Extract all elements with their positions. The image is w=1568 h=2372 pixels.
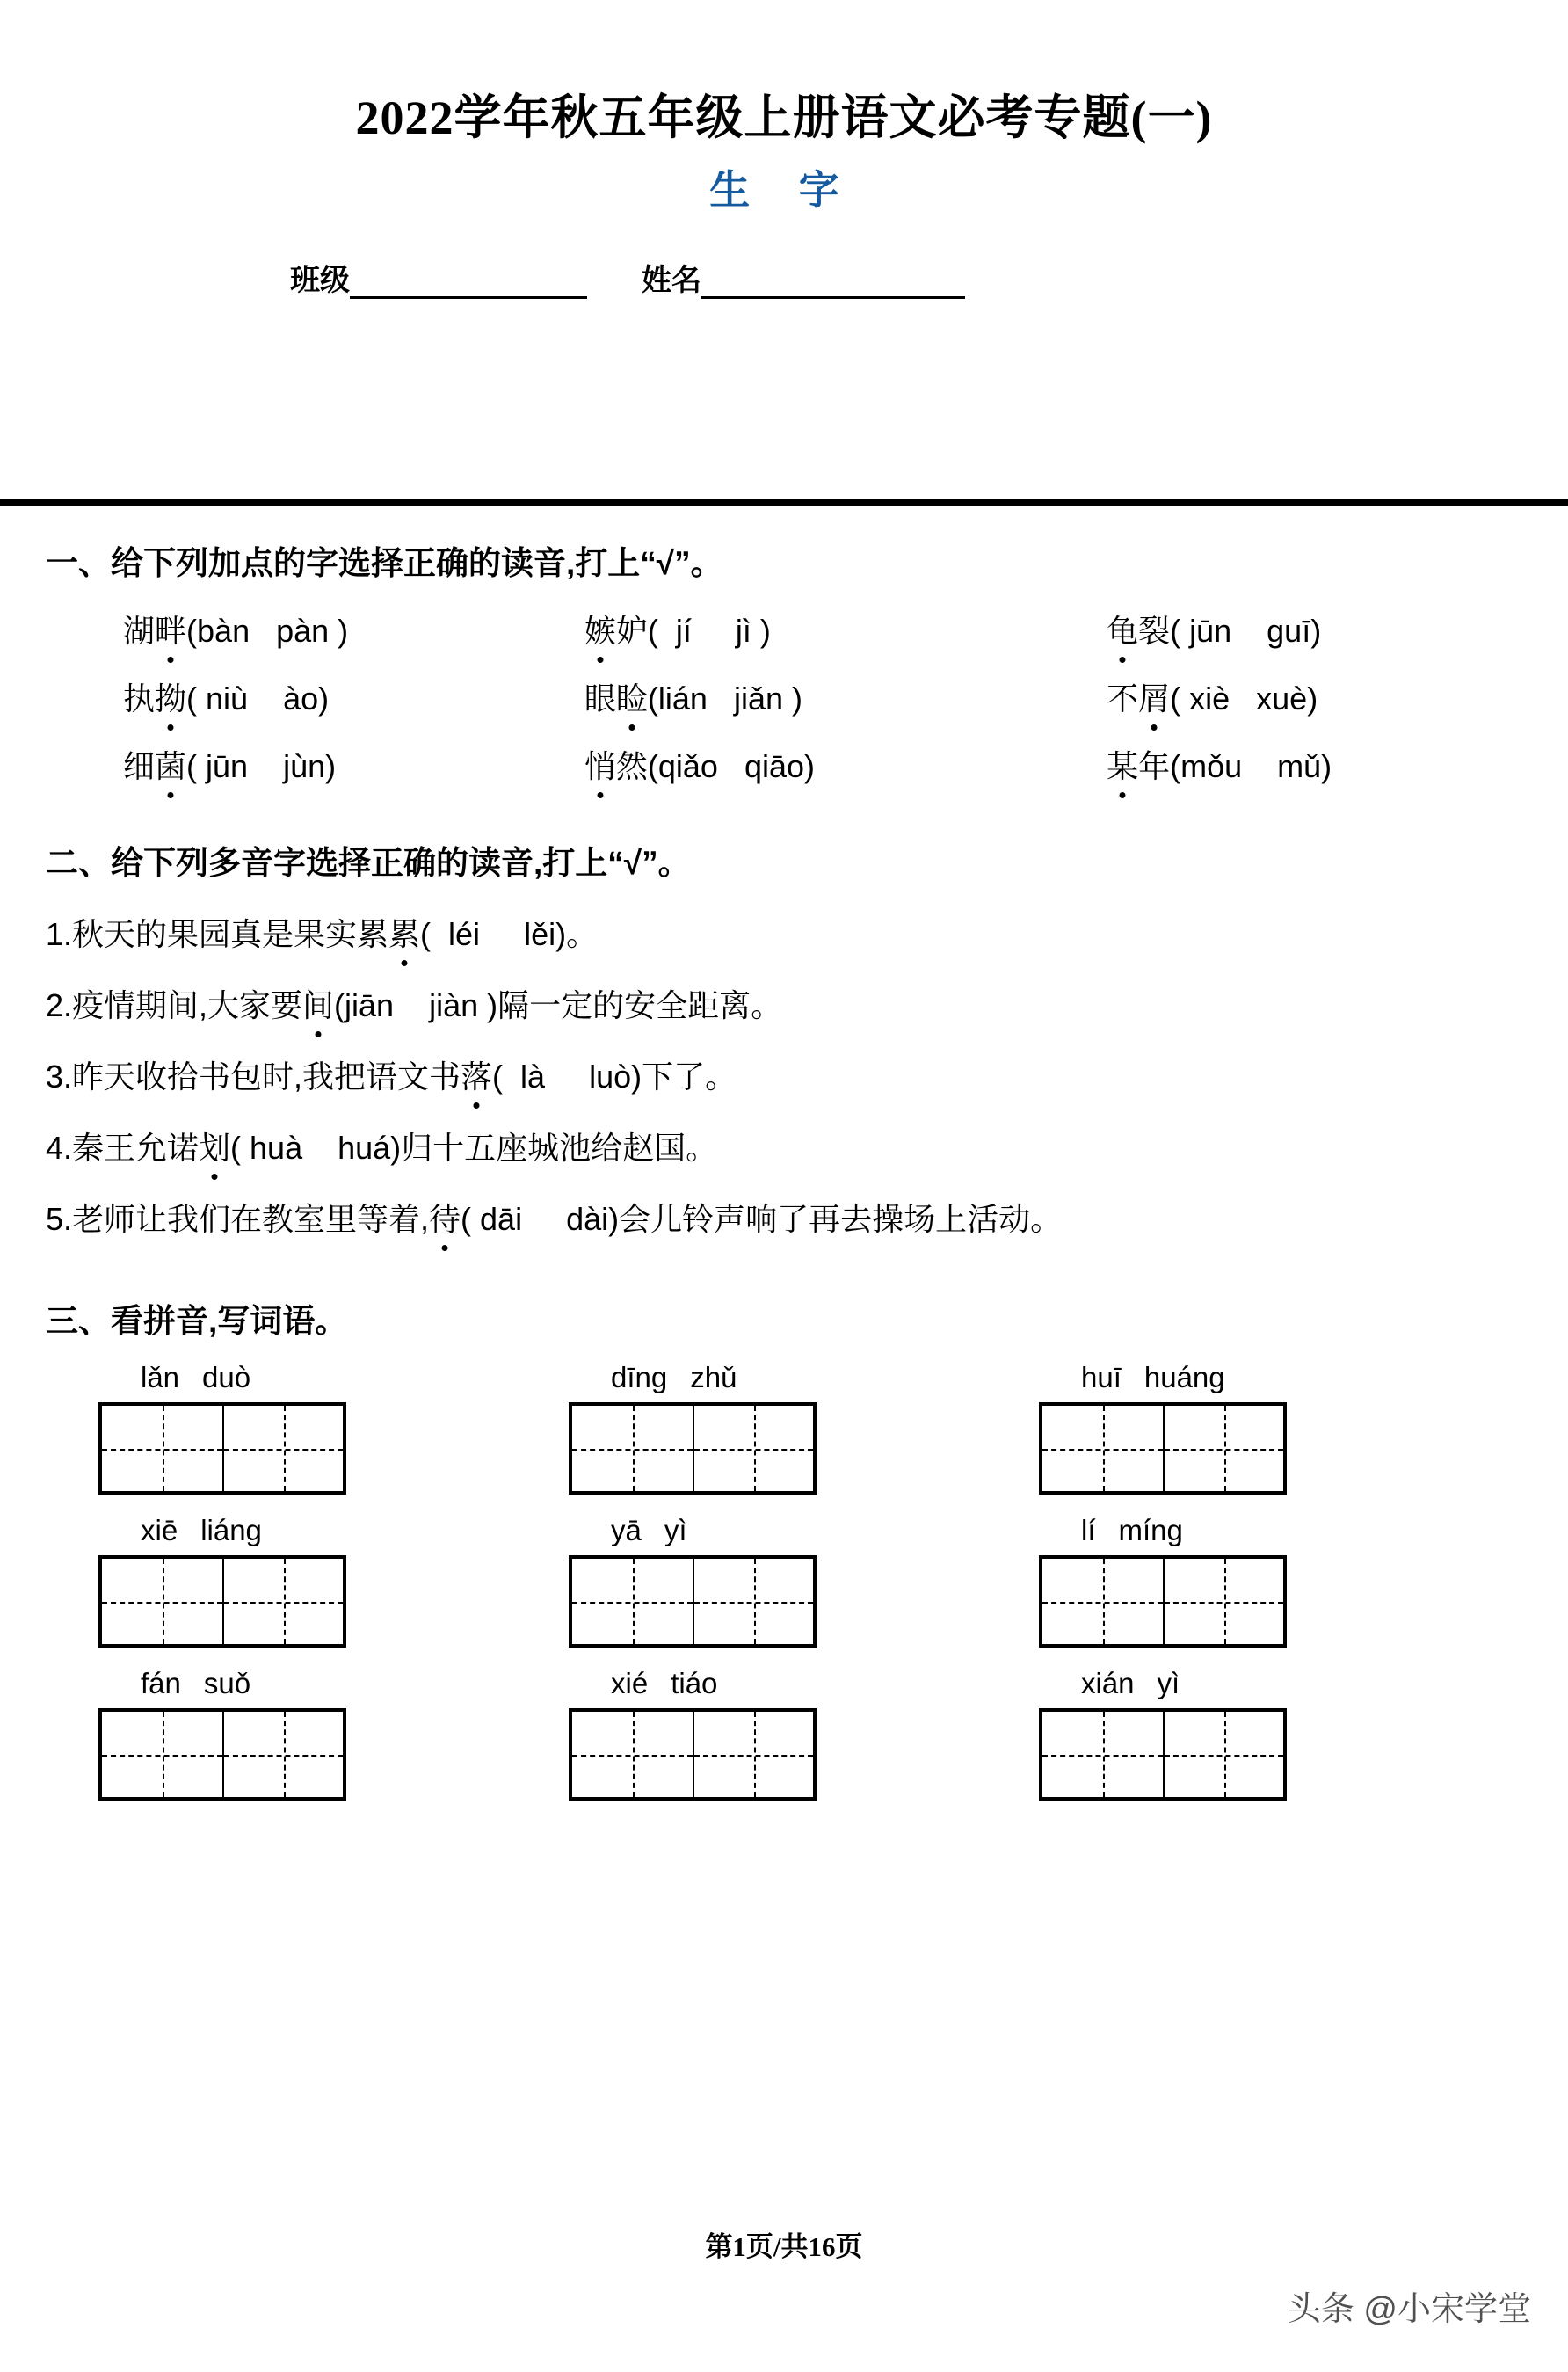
pinyin-choice-item[interactable]: 湖畔(bàn pàn )	[123, 607, 584, 651]
pinyin-label	[1039, 1361, 1509, 1394]
tianzige-cell[interactable]	[1163, 1712, 1283, 1797]
worksheet-content	[0, 536, 1568, 1801]
pinyin-writing-grids	[0, 1361, 1568, 1801]
pinyin-choice-item[interactable]: 执拗( niù ào)	[123, 674, 584, 719]
pinyin-syllable: lǎn	[141, 1361, 180, 1393]
tianzige-box[interactable]	[1039, 1402, 1287, 1495]
pinyin-label	[98, 1514, 569, 1547]
tianzige-box[interactable]	[98, 1402, 346, 1495]
write-word-item	[569, 1361, 1039, 1495]
section-1-heading: 一、给下列加点的字选择正确的读音,打上“√”。	[46, 545, 723, 581]
pinyin-label	[569, 1667, 1039, 1700]
section-2-question[interactable]: 3.昨天收拾书包时,我把语文书落( là luò)下了。	[0, 1052, 1568, 1097]
section-3-heading: 三、看拼音,写词语。	[46, 1303, 348, 1339]
pinyin-syllable: zhǔ	[690, 1361, 737, 1393]
pinyin-syllable: yì	[1157, 1667, 1180, 1699]
section-2-question[interactable]: 1.秋天的果园真是果实累累( léi lěi)。	[0, 910, 1568, 955]
tianzige-box[interactable]	[98, 1555, 346, 1648]
pinyin-syllable: xián	[1081, 1667, 1135, 1699]
class-input-blank[interactable]	[350, 296, 587, 299]
pinyin-syllable: yā	[611, 1514, 642, 1546]
tianzige-cell[interactable]	[1042, 1559, 1163, 1644]
name-label: 姓名	[642, 263, 701, 297]
name-input-blank[interactable]	[701, 296, 965, 299]
section-2-heading: 二、给下列多音字选择正确的读音,打上“√”。	[46, 845, 691, 881]
write-word-item	[98, 1514, 569, 1648]
tianzige-cell[interactable]	[693, 1406, 813, 1491]
pinyin-syllable: fán	[141, 1667, 181, 1699]
page-title: 2022学年秋五年级上册语文必考专题(一)	[355, 91, 1213, 144]
tianzige-cell[interactable]	[1042, 1712, 1163, 1797]
tianzige-cell[interactable]	[572, 1406, 693, 1491]
pinyin-choice-item[interactable]: 龟裂( jūn guī)	[1107, 607, 1568, 651]
write-word-item	[1039, 1361, 1509, 1495]
pinyin-label	[1039, 1514, 1509, 1547]
section-1-row	[0, 607, 1568, 651]
tianzige-cell[interactable]	[222, 1406, 343, 1491]
pinyin-syllable: tiáo	[671, 1667, 718, 1699]
page-indicator: 第1页/共16页	[705, 2231, 863, 2262]
pinyin-label	[98, 1667, 569, 1700]
pinyin-syllable: huáng	[1143, 1361, 1225, 1393]
pinyin-syllable: duò	[202, 1361, 251, 1393]
tianzige-cell[interactable]	[693, 1712, 813, 1797]
tianzige-cell[interactable]	[572, 1712, 693, 1797]
tianzige-box[interactable]	[1039, 1708, 1287, 1801]
tianzige-box[interactable]	[569, 1555, 817, 1648]
pinyin-label	[1039, 1667, 1509, 1700]
pinyin-choice-item[interactable]: 悄然(qiǎo qiāo)	[584, 742, 1107, 787]
grid-row	[0, 1667, 1568, 1801]
tianzige-box[interactable]	[569, 1708, 817, 1801]
pinyin-syllable: yì	[664, 1514, 687, 1546]
write-word-item	[569, 1514, 1039, 1648]
tianzige-cell[interactable]	[222, 1712, 343, 1797]
tianzige-cell[interactable]	[102, 1406, 222, 1491]
tianzige-box[interactable]	[98, 1708, 346, 1801]
tianzige-cell[interactable]	[693, 1559, 813, 1644]
tianzige-box[interactable]	[569, 1402, 817, 1495]
pinyin-choice-item[interactable]: 某年(mǒu mǔ)	[1107, 742, 1568, 787]
section-2-question[interactable]: 5.老师让我们在教室里等着,待( dāi dài)会儿铃声响了再去操场上活动。	[0, 1195, 1568, 1240]
pinyin-syllable: xiē	[141, 1514, 178, 1546]
pinyin-syllable: suǒ	[203, 1667, 251, 1699]
student-info-line	[0, 256, 1568, 299]
tianzige-cell[interactable]	[1042, 1406, 1163, 1491]
pinyin-syllable: dīng	[611, 1361, 668, 1393]
pinyin-choice-item[interactable]: 不屑( xiè xuè)	[1107, 674, 1568, 719]
tianzige-box[interactable]	[1039, 1555, 1287, 1648]
write-word-item	[98, 1361, 569, 1495]
pinyin-label	[98, 1361, 569, 1394]
write-word-item	[1039, 1667, 1509, 1801]
watermark: 头条 @小宋学堂	[1287, 2291, 1531, 2328]
section-2-question[interactable]: 4.秦王允诺划( huà huá)归十五座城池给赵国。	[0, 1124, 1568, 1168]
pinyin-choice-item[interactable]: 眼睑(lián jiǎn )	[584, 674, 1107, 719]
pinyin-choice-item[interactable]: 细菌( jūn jùn)	[123, 742, 584, 787]
tianzige-cell[interactable]	[102, 1559, 222, 1644]
write-word-item	[1039, 1514, 1509, 1648]
write-word-item	[98, 1667, 569, 1801]
tianzige-cell[interactable]	[222, 1559, 343, 1644]
tianzige-cell[interactable]	[1163, 1406, 1283, 1491]
pinyin-syllable: lí	[1081, 1514, 1096, 1546]
class-label: 班级	[290, 263, 350, 297]
write-word-item	[569, 1667, 1039, 1801]
section-1-row	[0, 674, 1568, 719]
pinyin-syllable: míng	[1118, 1514, 1183, 1546]
pinyin-label	[569, 1514, 1039, 1547]
pinyin-choice-item[interactable]: 嫉妒( jí jì )	[584, 607, 1107, 651]
pinyin-syllable: huī	[1081, 1361, 1122, 1393]
tianzige-cell[interactable]	[1163, 1559, 1283, 1644]
pinyin-syllable: liáng	[200, 1514, 262, 1546]
pinyin-label	[569, 1361, 1039, 1394]
section-1-row	[0, 742, 1568, 787]
tianzige-cell[interactable]	[102, 1712, 222, 1797]
page-subtitle: 生 字	[709, 168, 859, 214]
header-divider	[0, 499, 1568, 506]
grid-row	[0, 1514, 1568, 1648]
pinyin-syllable: xié	[611, 1667, 649, 1699]
worksheet-page	[0, 92, 1568, 2372]
grid-row	[0, 1361, 1568, 1495]
tianzige-cell[interactable]	[572, 1559, 693, 1644]
section-2-question[interactable]: 2.疫情期间,大家要间(jiān jiàn )隔一定的安全距离。	[0, 981, 1568, 1026]
